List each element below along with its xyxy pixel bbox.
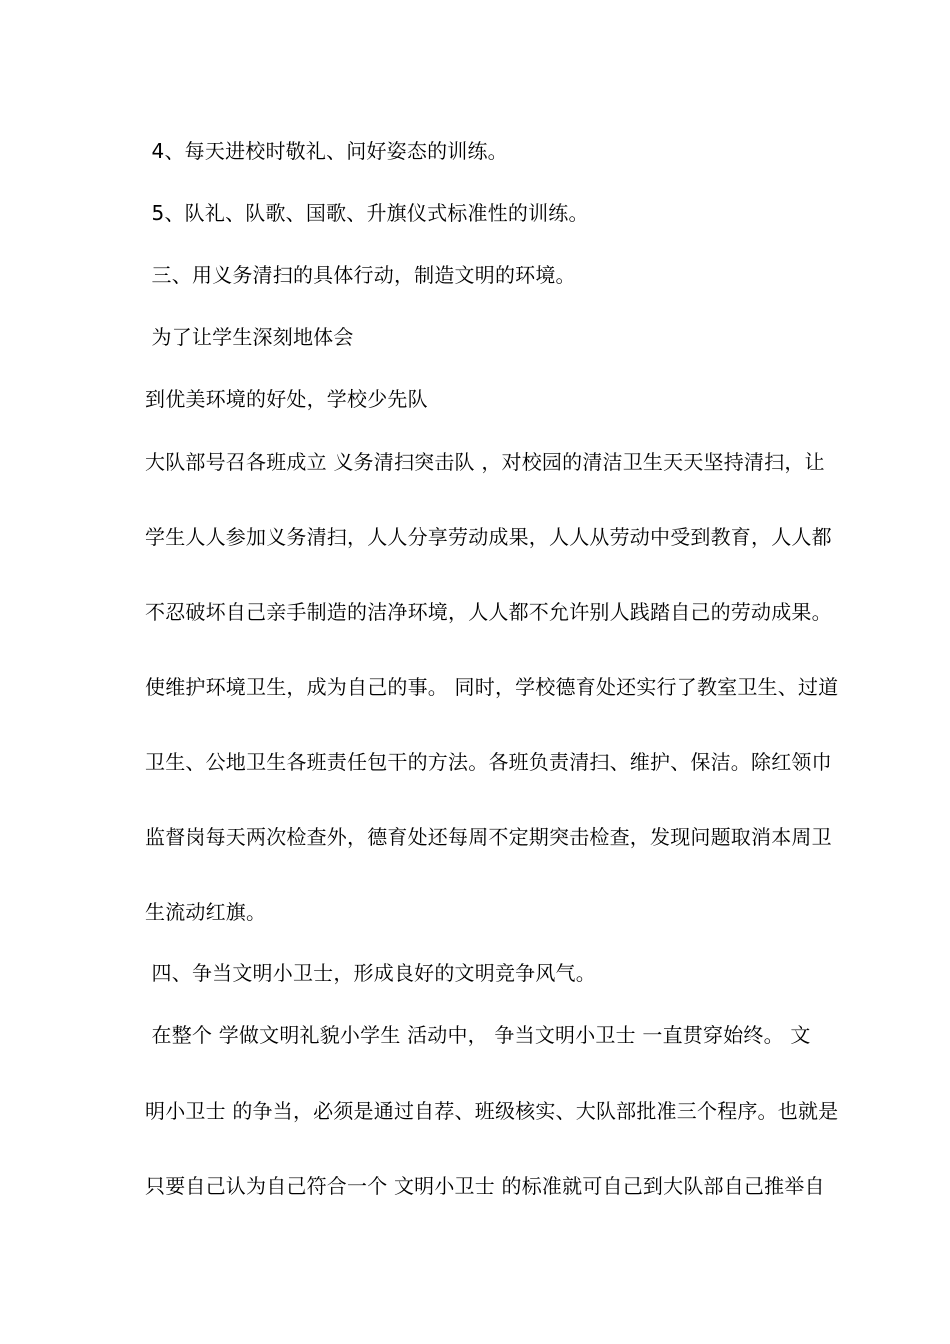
text-line: 三、用义务清扫的具体行动，制造文明的环境。 [145, 263, 576, 287]
text-line: 在整个 学做文明礼貌小学生 活动中， 争当文明小卫士 一直贯穿始终。 文 [145, 1023, 811, 1047]
text-line: 监督岗每天两次检查外，德育处还每周不定期突击检查，发现问题取消本周卫 [145, 825, 832, 849]
text-line: 只要自己认为自己符合一个 文明小卫士 的标准就可自己到大队部自己推举自 [145, 1174, 825, 1198]
text-line: 卫生、公地卫生各班责任包干的方法。各班负责清扫、维护、保洁。除红领巾 [145, 750, 832, 774]
text-line: 不忍破坏自己亲手制造的洁净环境，人人都不允许别人践踏自己的劳动成果。 [145, 600, 832, 624]
text-line: 四、争当文明小卫士，形成良好的文明竞争风气。 [145, 961, 596, 985]
text-line: 大队部号召各班成立 义务清扫突击队 ，对校园的清洁卫生天天坚持清扫，让 [145, 450, 825, 474]
text-line: 到优美环境的好处，学校少先队 [145, 387, 428, 411]
text-line: 明小卫士 的争当，必须是通过自荐、班级核实、大队部批准三个程序。也就是 [145, 1099, 839, 1123]
text-line: 4、每天进校时敬礼、问好姿态的训练。 [145, 139, 508, 163]
text-line: 使维护环境卫生，成为自己的事。 同时，学校德育处还实行了教室卫生、过道 [145, 675, 839, 699]
text-line: 为了让学生深刻地体会 [145, 325, 354, 349]
text-line: 生流动红旗。 [145, 900, 267, 924]
text-line: 学生人人参加义务清扫，人人分享劳动成果，人人从劳动中受到教育，人人都 [145, 525, 832, 549]
text-line: 5、队礼、队歌、国歌、升旗仪式标准性的训练。 [145, 201, 589, 225]
